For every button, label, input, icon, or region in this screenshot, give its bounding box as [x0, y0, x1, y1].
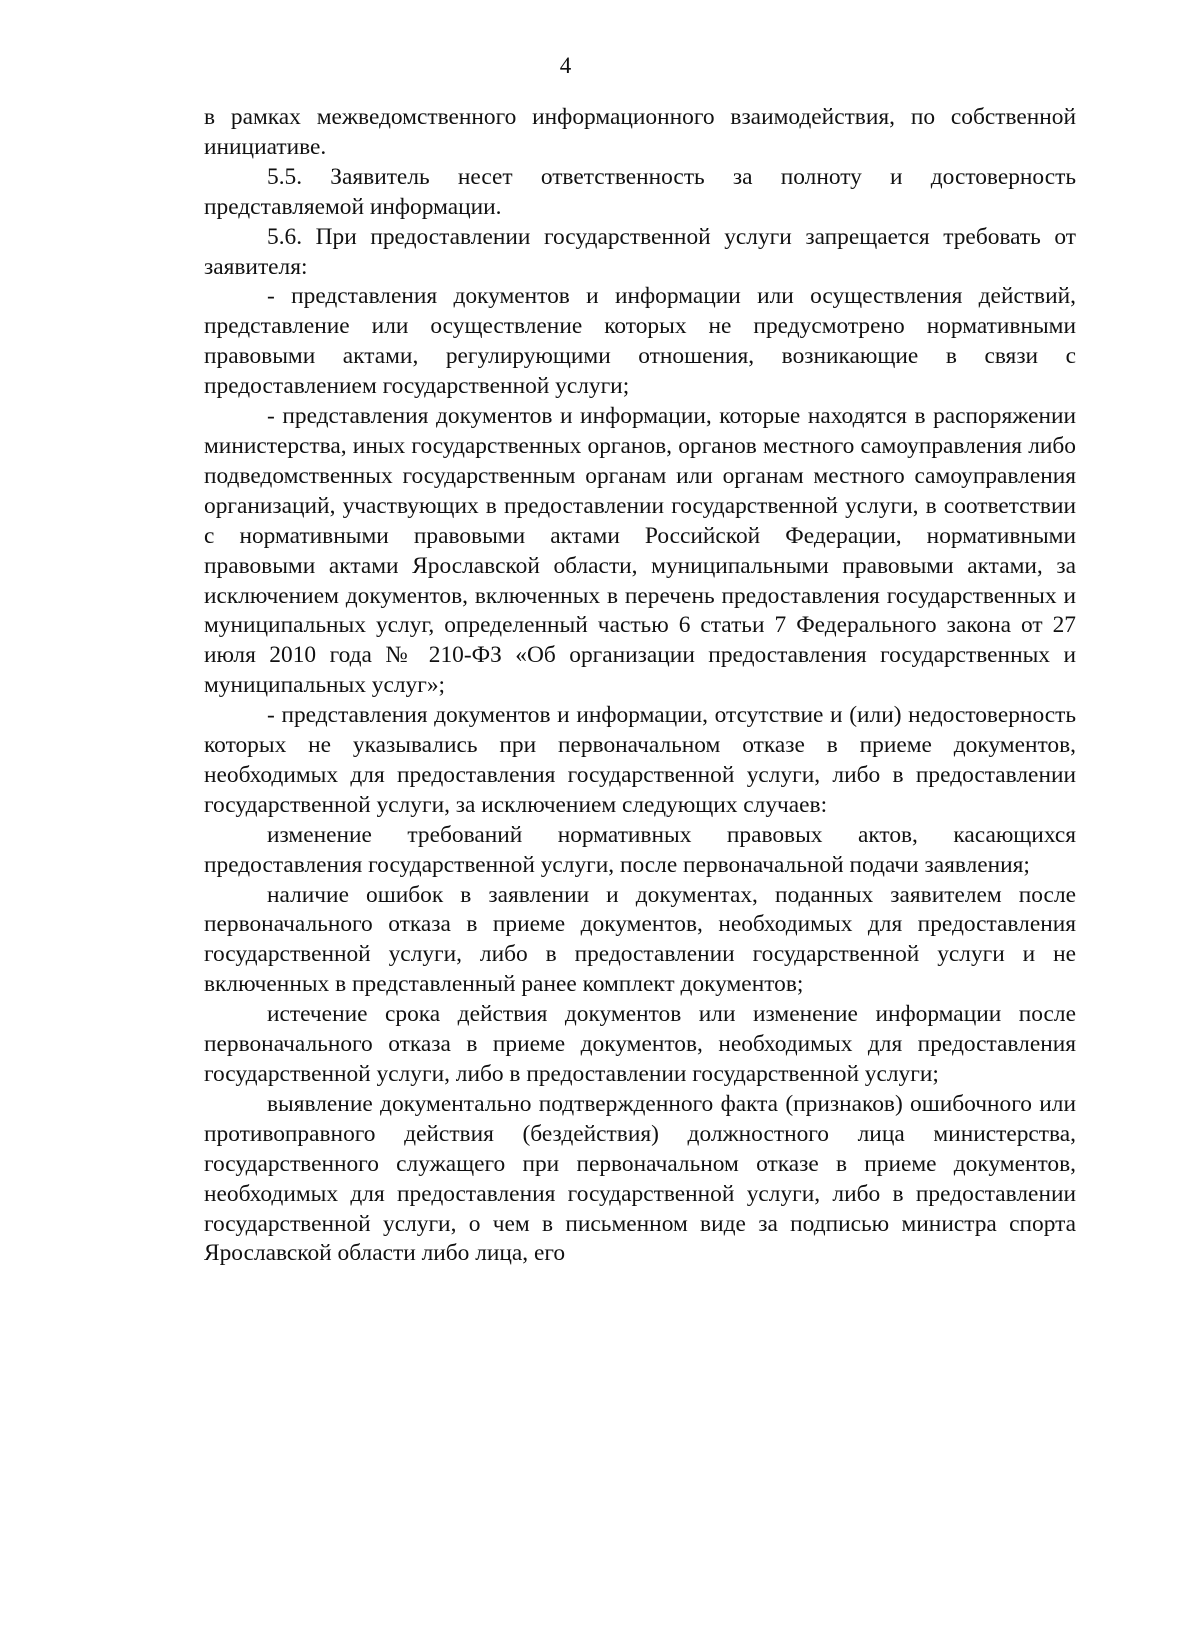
exception-case: наличие ошибок в заявлении и документах, поданных заявителем после первоначального отказа в приеме документов, необходимых для предоставления государственной услуги, либо в предоставлении государственной услуги и не включенных в представленный ранее комплект документов;: [204, 881, 1076, 998]
document-body: [204, 103, 1076, 1269]
paragraph-5-5: 5.5. Заявитель несет ответственность за полноту и достоверность представляемой информации.: [204, 163, 1076, 220]
paragraph-5-6: 5.6. При предоставлении государственной услуги запрещается требовать от заявителя:: [204, 223, 1076, 280]
exception-case: истечение срока действия документов или изменение информации после первоначального отказа в приеме документов, необходимых для предоставления государственной услуги, либо в предоставлении государственной услуги;: [204, 1001, 1076, 1087]
exception-case: выявление документально подтвержденного факта (признаков) ошибочного или противоправного действия (бездействия) должностного лица министерства, государственного служащего при первоначальном отказе в приеме документов, необходимых для предоставления государственной услуги, либо в предоставлении государственной услуги, о чем в письменном виде за подписью министра спорта Ярославской области либо лица, его: [204, 1090, 1076, 1267]
list-item: - представления документов и информации, которые находятся в распоряжении министерства, иных государственных органов, органов местного самоуправления либо подведомственных государственным органам или органам местного самоуправления организаций, участвующих в предоставлении государственной услуги, в соответствии с нормативными правовыми актами Российской Федерации, нормативными правовыми актами Ярославской области, муниципальными правовыми актами, за исключением документов, включенных в перечень предоставления государственных и муниципальных услуг, определенный частью 6 статьи 7 Федерального закона от 27 июля 2010 года № 210-ФЗ «Об организации предоставления государственных и муниципальных услуг»;: [204, 403, 1076, 699]
list-item: - представления документов и информации или осуществления действий, представление или осуществление которых не предусмотрено нормативными правовыми актами, регулирующими отношения, возникающие в связи с предоставлением государственной услуги;: [204, 283, 1076, 400]
exception-case: изменение требований нормативных правовых актов, касающихся предоставления государственной услуги, после первоначальной подачи заявления;: [204, 821, 1076, 878]
paragraph: в рамках межведомственного информационного взаимодействия, по собственной инициативе.: [204, 104, 1076, 160]
page-number: 4: [559, 53, 572, 78]
list-item: - представления документов и информации, отсутствие и (или) недостоверность которых не указывались при первоначальном отказе в приеме документов, необходимых для предоставления государственной услуги, либо в предоставлении государственной услуги, за исключением следующих случаев:: [204, 702, 1076, 818]
